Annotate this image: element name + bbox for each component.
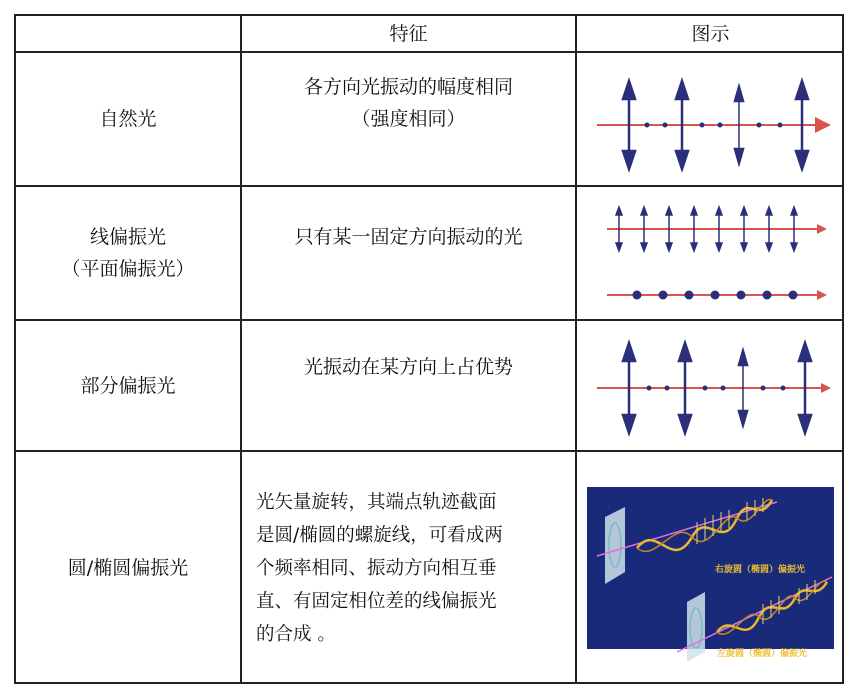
row-linear-polarized-feature: 只有某一固定方向振动的光 <box>294 226 523 248</box>
header-feature: 特征 <box>389 22 428 45</box>
polarization-table <box>14 14 844 684</box>
row-partial-polarized-name: 部分偏振光 <box>80 374 176 397</box>
row-partial-polarized-feature: 光振动在某方向上占优势 <box>303 356 513 378</box>
natural-light-diagram <box>577 53 844 185</box>
polarizer-plate <box>605 507 625 584</box>
feature-line: 直、有固定相位差的线偏振光 <box>256 590 497 612</box>
feature-line: 是圆/椭圆的螺旋线，可看成两 <box>256 524 503 546</box>
feature-line: 光矢量旋转，其端点轨迹截面 <box>256 491 497 513</box>
feature-line: 个频率相同、振动方向相互垂 <box>256 557 497 579</box>
row-linear-polarized-name <box>16 187 240 319</box>
linear-polarized-diagram <box>577 187 844 319</box>
header-empty <box>16 16 240 51</box>
photo-label-left: 左旋圆（椭圆）偏振光 <box>717 649 808 659</box>
photo-label-right: 右旋圆（椭圆）偏振光 <box>715 565 806 575</box>
row-natural-light-name: 自然光 <box>99 108 157 130</box>
header-diagram: 图示 <box>691 22 730 45</box>
row-circular-polarized-name: 圆/椭圆偏振光 <box>67 557 189 579</box>
feature-line: 的合成 。 <box>256 623 336 645</box>
row-natural-light-feature <box>242 53 575 185</box>
feature-line: （强度相同） <box>351 108 466 130</box>
partial-polarized-diagram <box>577 321 844 450</box>
name-line: （平面偏振光） <box>61 258 195 280</box>
feature-line: 各方向光振动的幅度相同 <box>303 76 513 98</box>
row-circular-polarized-feature <box>242 452 575 684</box>
circular-polarized-illustration <box>577 452 844 684</box>
name-line: 线偏振光 <box>89 226 166 248</box>
